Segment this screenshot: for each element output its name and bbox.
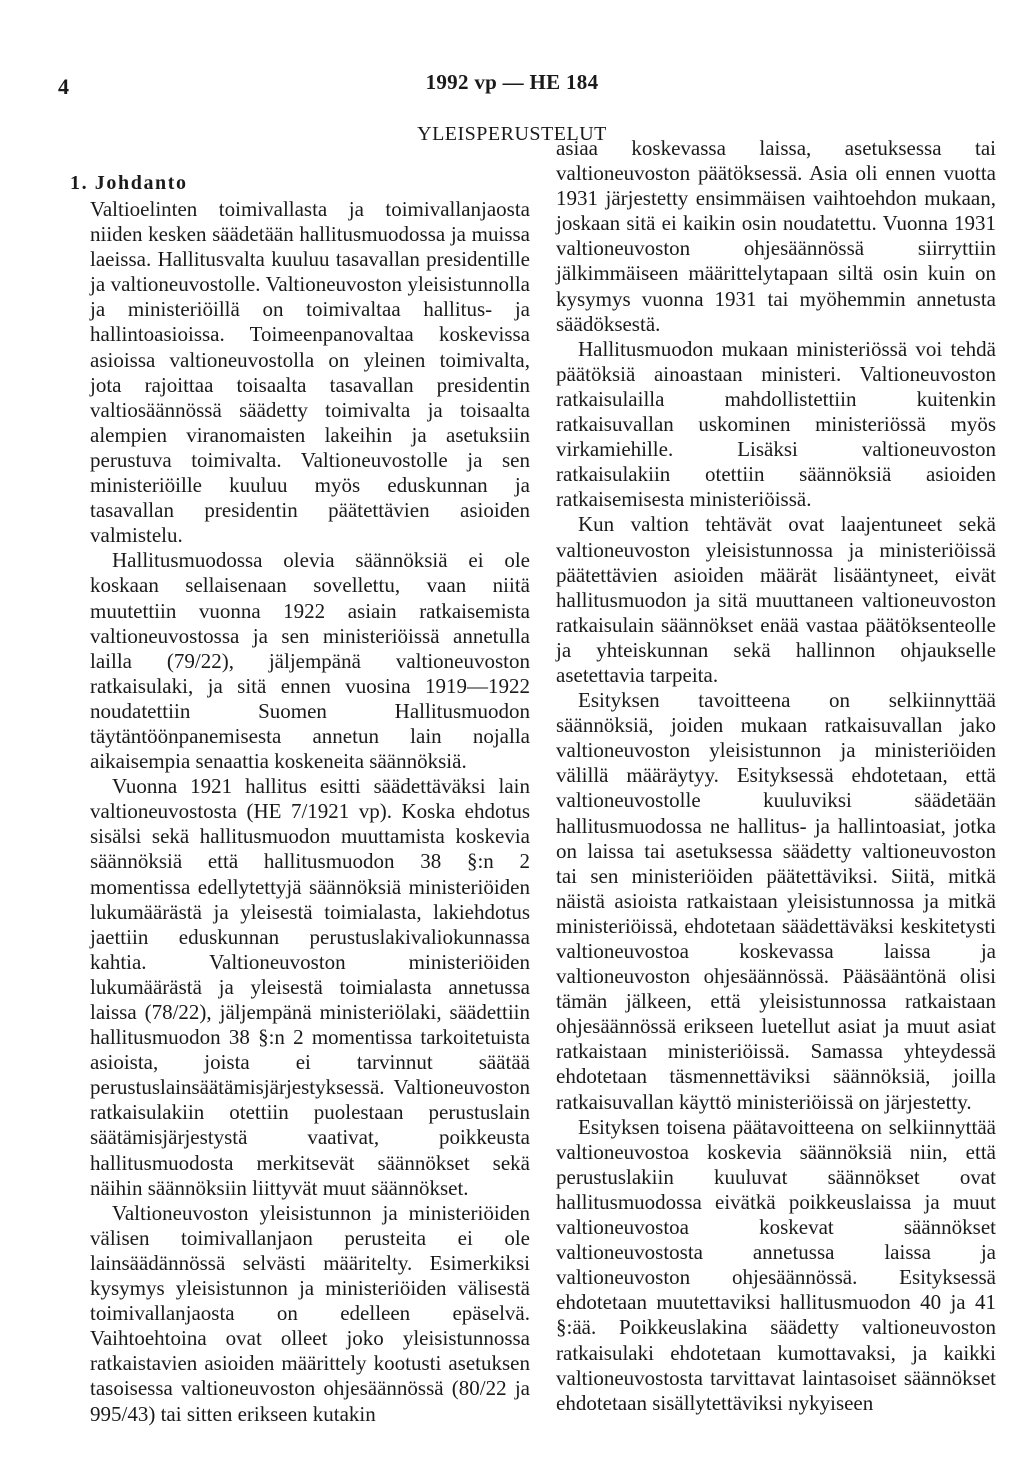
paragraph: Esityksen tavoitteena on selkiinnyttää säännöksiä, joiden mukaan ratkaisuvallan jako valtioneuvoston yleisistunnon ja ministeriöiden välillä määräytyy. Esityksessä ehdotetaan, että valtioneuvostolle kuuluviksi säädetään hallitusmuodossa ne hallitus- ja hallintoasiat, jotka on laissa tai asetuksessa säädetty valtioneuvoston tai sen ministeriöiden päätettäviksi. Siitä, mitkä näistä asioista ratkaistaan yleisistunnossa ja mitkä ministeriöissä, ehdotetaan säädettäväksi keskitetysti valtioneuvostoa koskevassa laissa ja valtioneuvoston ohjesäännössä. Pääsääntönä olisi tämän jälkeen, että yleisistunnossa ratkaistaan ohjesäännössä erikseen luetellut asiat ja muut asiat ratkaistaan ministeriöissä. Samassa yhteydessä ehdotetaan täsmennettäviksi säännöksiä, joilla ratkaisuvallan käyttö ministeriöissä on järjestetty. [556,688,996,1114]
paragraph: asiaa koskevassa laissa, asetuksessa tai valtioneuvoston päätöksessä. Asia oli ennen vuotta 1931 järjestetty ensimmäisen vaihtoehdon mukaan, joskaan sitä ei kaikin osin noudatettu. Vuonna 1931 valtioneuvoston ohjesäännössä siirryttiin jälkimmäiseen määrittelytapaan siltä osin kuin on kysymys vuonna 1931 tai myöhemmin annetusta säädöksestä. [556,136,996,336]
paragraph: Kun valtion tehtävät ovat laajentuneet sekä valtioneuvoston yleisistunnossa ja ministeriöissä päätettävien asioiden määrät lisääntyneet, eivät hallitusmuodon ja sitä muuttaneen valtioneuvoston ratkaisulain säännökset enää vastaa päätöksenteolle ja yhteiskunnan sekä hallinnon ohjaukselle asetettavia tarpeita. [556,512,996,687]
left-column [90,197,530,1427]
paragraph: Valtioneuvoston yleisistunnon ja ministeriöiden välisen toimivallanjaon perusteita ei ole lainsäädännössä selvästi määritelty. Esimerkiksi kysymys yleisistunnon ja ministeriöiden välisestä toimivallanjaosta on edelleen epäselvä. Vaihtoehtoina ovat olleet joko yleisistunnossa ratkaistavien asioiden määrittely kootusti asetuksen tasoisessa valtioneuvoston ohjesäännössä (80/22 ja 995/43) tai sitten erikseen kutakin [90,1200,530,1426]
paragraph: Vuonna 1921 hallitus esitti säädettäväksi lain valtioneuvostosta (HE 7/1921 vp). Koska ehdotus sisälsi sekä hallitusmuodon muuttamista koskevia säännöksiä että hallitusmuodon 38 §:n 2 momentissa edellytettyjä säännöksiä ministeriöiden lukumäärästä ja yleisestä toimialasta, lakiehdotus jaettiin eduskunnan perustuslakivaliokunnassa kahtia. Valtioneuvoston ministeriöiden lukumäärästä ja yleisestä toimialasta annetussa laissa (78/22), jäljempänä ministeriölaki, säädettiin hallitusmuodon 38 §:n 2 momentissa tarkoitetuista asioista, joista ei tarvinnut säätää perustuslainsäätämisjärjestyksessä. Valtioneuvoston ratkaisulakiin otettiin puolestaan perustuslain säätämisjärjestystä vaativat, poikkeusta hallitusmuodosta merkitsevät säännökset sekä näihin säännöksiin liittyvät muut säännökset. [90,774,530,1200]
paragraph: Hallitusmuodossa olevia säännöksiä ei ole koskaan sellaisenaan sovellettu, vaan niitä muutettiin vuonna 1922 asiain ratkaisemista valtioneuvostossa ja sen ministeriöissä annetulla lailla (79/22), jäljempänä valtioneuvoston ratkaisulaki, ja sitä ennen vuosina 1919—1922 noudatettiin Suomen Hallitusmuodon täytäntöönpanemisesta annetun lain nojalla aikaisempia senaattia koskeneita säännöksiä. [90,548,530,774]
running-head: 1992 vp — HE 184 [425,70,599,94]
page-number: 4 [58,74,69,99]
paragraph: Hallitusmuodon mukaan ministeriössä voi tehdä päätöksiä ainoastaan ministeri. Valtioneuvoston ratkaisulailla mahdollistettiin kuitenkin ratkaisuvallan uskominen ministeriössä myös virkamiehille. Lisäksi valtioneuvoston ratkaisulakiin otettiin säännöksiä asioiden ratkaisemisesta ministeriöissä. [556,336,996,512]
paragraph: Esityksen toisena päätavoitteena on selkiinnyttää valtioneuvostoa koskevia säännöksiä niin, että perustuslakiin kuuluvat säännökset ovat hallitusmuodossa eivätkä poikkeuslaissa ja muut valtioneuvostoa koskevat säännökset valtioneuvostosta annetussa laissa ja valtioneuvoston ohjesäännössä. Esityksessä ehdotetaan muutettaviksi hallitusmuodon 40 ja 41 §:ää. Poikkeuslakina säädetty valtioneuvoston ratkaisulaki ehdotetaan kumottavaksi, ja kaikki valtioneuvostosta tarvittavat laintasoiset säännökset ehdotetaan sisällytettäviksi nykyiseen [556,1114,996,1415]
right-column [556,136,996,1416]
section-heading: 1. Johdanto [70,172,188,194]
section-title: YLEISPERUSTELUT [417,123,607,145]
paragraph: Valtioelinten toimivallasta ja toimivallanjaosta niiden kesken säädetään hallitusmuodossa ja muissa laeissa. Hallitusvalta kuuluu tasavallan presidentille ja valtioneuvostolle. Valtioneuvoston yleisistunnolla ja ministeriöillä on toimivaltaa hallitus- ja hallintoasioissa. Toimeenpanovaltaa koskevissa asioissa valtioneuvostolla on yleinen toimivalta, jota rajoittaa toisaalta tasavallan presidentin valtiosäännössä säädetty toimivalta ja toisaalta alempien viranomaisten lakeihin ja asetuksiin perustuva toimivalta. Valtioneuvostolle ja sen ministeriöille kuuluu myös eduskunnan ja tasavallan presidentin päätettävien asioiden valmistelu. [90,197,530,548]
